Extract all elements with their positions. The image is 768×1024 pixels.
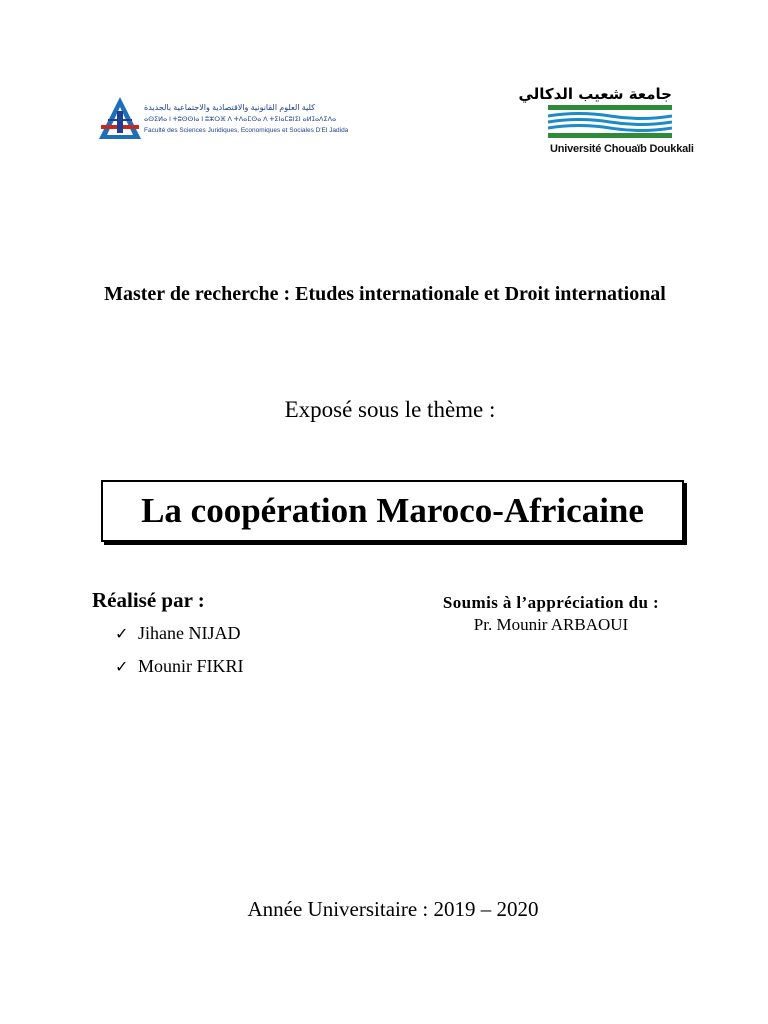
- faculty-name-tifinagh: ⴰⵙⵉⵍⴰ ⵏ ⵜⵓⵙⵙⵏⴰ ⵏ ⵓⵣⵔⴼ ⴷ ⵜⴷⴰⵎⵙⴰ ⴷ ⵜⵉⵏⴰⵎⵓⵏⵉⵏ ⴰⵍⵊⴰⴷⵉⴷⴰ: [144, 116, 337, 123]
- author-name: Jihane NIJAD: [138, 623, 241, 643]
- theme-intro: Exposé sous le thème :: [284, 397, 496, 422]
- faculty-name-french: Faculté des Sciences Juridiques, Economiques et Sociales D'El Jadida: [144, 127, 349, 134]
- faculty-logo: [98, 95, 349, 147]
- check-icon: ✓: [115, 659, 129, 676]
- author-name: Mounir FIKRI: [138, 656, 244, 676]
- faculty-name-arabic: كلية العلوم القانونية والاقتصادية والاجتماعية بالجديدة: [144, 103, 315, 112]
- supervisor-name: Pr. Mounir ARBAOUI: [473, 615, 629, 634]
- title-box: [101, 480, 684, 542]
- faculty-emblem-icon: [98, 95, 142, 141]
- university-logo: [518, 85, 694, 160]
- academic-year: Année Universitaire : 2019 – 2020: [247, 897, 539, 921]
- university-wave-emblem-icon: [548, 105, 672, 141]
- program-title: Master de recherche : Etudes internationale et Droit international: [104, 283, 666, 305]
- supervisor-label: Soumis à l’appréciation du :: [442, 593, 660, 612]
- authors-label: Réalisé par :: [92, 588, 205, 612]
- page-title: La coopération Maroco-Africaine: [141, 491, 644, 530]
- author-item: [115, 623, 240, 644]
- university-name-arabic: جامعة شعيب الدكالي: [518, 85, 672, 103]
- author-item: [115, 656, 244, 677]
- check-icon: ✓: [115, 626, 129, 643]
- university-name-french: Université Chouaïb Doukkali: [550, 143, 694, 155]
